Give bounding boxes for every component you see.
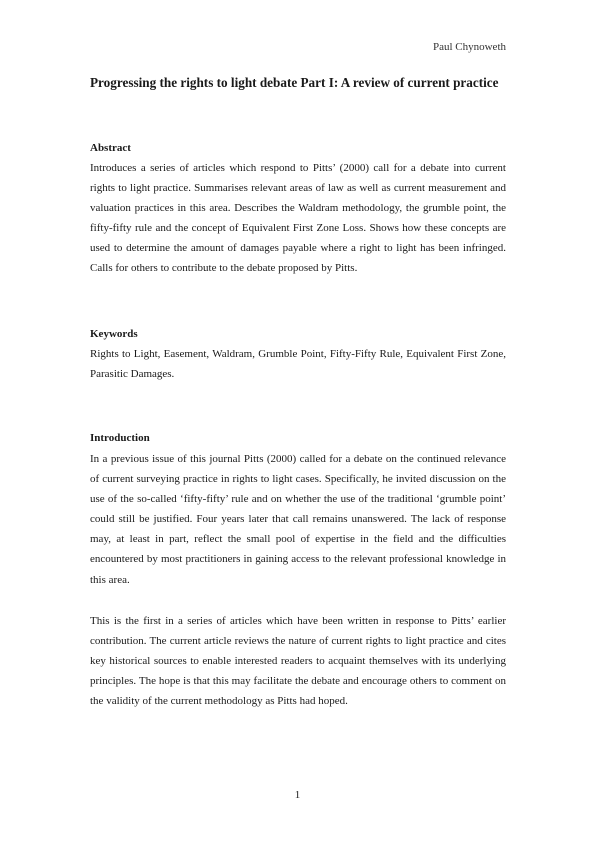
introduction-paragraph-2: This is the first in a series of articles which have been written in response to Pitts’ earlier contribution. The current article reviews the nature of current rights to light practice and cites key historical sources to enable interested readers to acquaint themselves with its underlying principles. The hope is that this may facilitate the debate and encourage others to comment on the validity of the current methodology as Pitts had hoped. [90, 615, 506, 708]
abstract-heading: Abstract [90, 142, 131, 154]
keywords-heading: Keywords [90, 328, 138, 340]
page-number: 1 [294, 789, 301, 801]
introduction-heading: Introduction [90, 432, 150, 444]
paper-title: Progressing the rights to light debate Part I: A review of current practice [90, 75, 499, 90]
running-header-author: Paul Chynoweth [432, 41, 506, 53]
introduction-paragraph-1: In a previous issue of this journal Pitts (2000) called for a debate on the continued relevance of current surveying practice in rights to light cases. Specifically, he invited discussion on the use of the so-called ‘fifty-fifty’ rule and on whether the use of the traditional ‘grumble point’ could still be justified. Four years later that call remains unanswered. The lack of response may, at least in part, reflect the small pool of expertise in the field and the difficulties encountered by most practitioners in gaining access to the relevant professional knowledge in this area. [90, 453, 506, 586]
abstract-text: Introduces a series of articles which respond to Pitts’ (2000) call for a debate into current rights to light practice. Summarises relevant areas of law as well as current measurement and valuation practices in this area. Describes the Waldram methodology, the grumble point, the fifty-fifty rule and the concept of Equivalent First Zone Loss. Shows how these concepts are used to determine the amount of damages payable where a right to light has been infringed. Calls for others to contribute to the debate proposed by Pitts. [90, 162, 506, 275]
keywords-text: Rights to Light, Easement, Waldram, Grumble Point, Fifty-Fifty Rule, Equivalent First Zone, Parasitic Damages. [90, 348, 506, 381]
